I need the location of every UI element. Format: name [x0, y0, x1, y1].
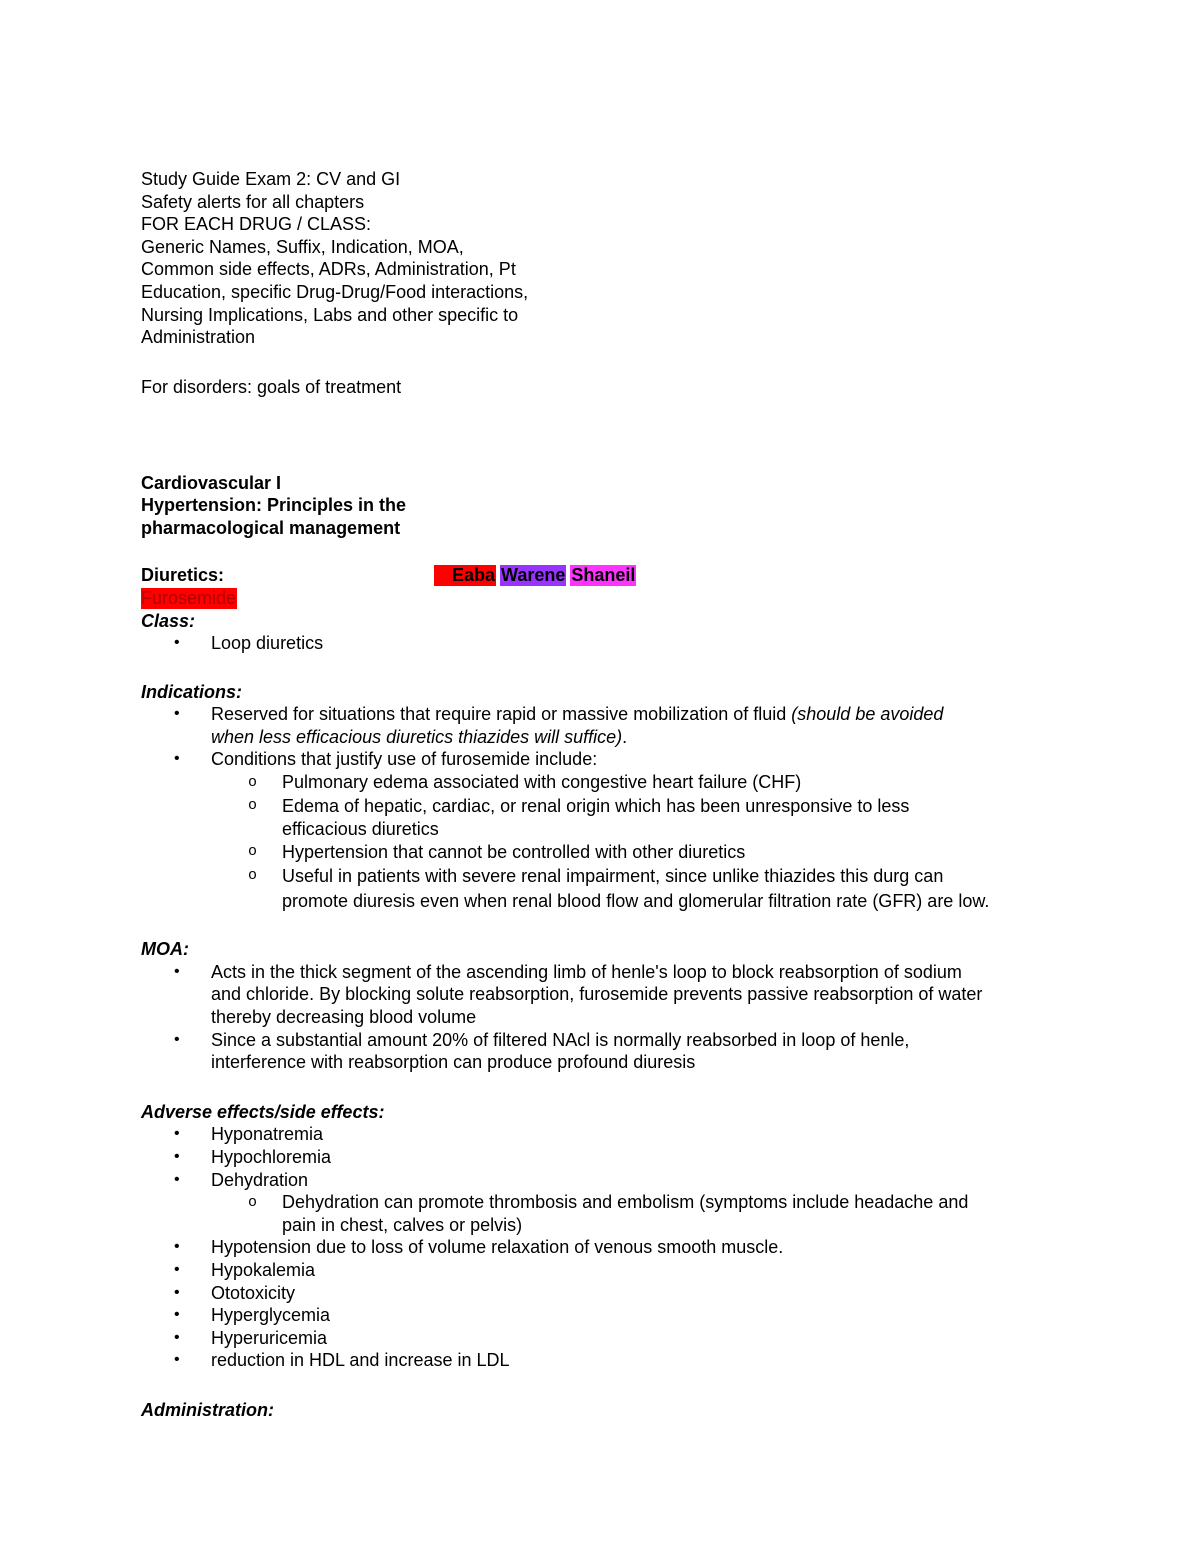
section-title-line: pharmacological management	[141, 517, 401, 538]
circle-bullet-icon: o	[248, 843, 258, 861]
diuretics-label: Diuretics:	[141, 565, 225, 586]
class-list	[141, 632, 1081, 655]
sub-list-item: o Pulmonary edema associated with congestive heart failure (CHF)	[141, 771, 1081, 794]
drug-name: Furosemide	[141, 587, 237, 608]
circle-bullet-icon: o	[248, 796, 258, 814]
indications-sublist	[141, 771, 1081, 914]
circle-bullet-icon: o	[248, 867, 258, 885]
adverse-effects-list	[141, 1123, 1081, 1372]
list-item: • Conditions that justify use of furosemide include: o Pulmonary edema associated with congestive heart failure (CHF) o Edema of hepatic, cardiac, or renal origin which has been unresponsive to less efficacious diuretics o Hypertension that cannot be controlled with other diuretics o Useful in patients with severe renal impairment, since unlike thiazides this durg can promote diuresis even when renal blood flow and glomerular filtration rate (GFR) are low.	[141, 748, 1081, 914]
bullet-icon: •	[174, 1351, 180, 1369]
name-highlight-magenta: Shaneil	[571, 565, 636, 586]
list-item: • Since a substantial amount 20% of filtered NAcl is normally reabsorbed in loop of henle, interference with reabsorption can produce profound diuresis	[174, 1029, 910, 1073]
bullet-icon: •	[174, 1238, 180, 1256]
bullet-icon: •	[174, 1030, 180, 1048]
study-guide-header	[141, 168, 1081, 349]
header-line: Education, specific Drug-Drug/Food interactions,	[141, 281, 529, 302]
header-line: Safety alerts for all chapters	[141, 191, 365, 212]
bullet-icon: •	[174, 1125, 180, 1143]
section-title	[141, 472, 1081, 540]
list-item: • Ototoxicity	[174, 1282, 296, 1303]
indications-heading: Indications:	[141, 681, 243, 702]
moa-heading: MOA:	[141, 939, 189, 960]
student-names	[434, 564, 636, 587]
disorders-note: For disorders: goals of treatment	[141, 376, 402, 397]
header-line: Study Guide Exam 2: CV and GI	[141, 169, 401, 189]
bullet-icon: •	[174, 634, 180, 652]
name-highlight-red: Eaba	[434, 565, 496, 586]
section-title-line: Cardiovascular I	[141, 472, 282, 493]
sub-list-item: o Hypertension that cannot be controlled with other diuretics	[248, 842, 746, 863]
bullet-icon: •	[174, 1260, 180, 1278]
list-item: • Dehydration o Dehydration can promote thrombosis and embolism (symptoms include headache and pain in chest, calves or pelvis)	[141, 1169, 1081, 1237]
adverse-sublist	[141, 1191, 1081, 1236]
header-line: Nursing Implications, Labs and other specific to	[141, 304, 519, 325]
bullet-icon: •	[174, 750, 180, 768]
header-line: Generic Names, Suffix, Indication, MOA,	[141, 236, 464, 257]
bullet-icon: •	[174, 1148, 180, 1165]
list-item: • Hyperglycemia	[174, 1305, 331, 1326]
bullet-icon: •	[174, 1283, 180, 1301]
bullet-icon: •	[174, 1328, 180, 1346]
list-item: • Hypochloremia	[174, 1147, 332, 1167]
document-page	[141, 168, 1081, 1422]
administration-heading: Administration:	[141, 1399, 274, 1420]
header-line: Administration	[141, 327, 256, 348]
class-heading: Class:	[141, 610, 196, 631]
adverse-effects-heading: Adverse effects/side effects:	[141, 1101, 385, 1122]
name-highlight-purple: Warene	[501, 565, 566, 586]
circle-bullet-icon: o	[248, 774, 258, 792]
list-item: • Reserved for situations that require rapid or massive mobilization of fluid (should be avoided when less efficacious diuretics thiazides will suffice).	[174, 704, 944, 747]
header-line: FOR EACH DRUG / CLASS:	[141, 214, 372, 235]
section-title-line: Hypertension: Principles in the	[141, 495, 407, 516]
sub-list-item: o Dehydration can promote thrombosis and embolism (symptoms include headache and pain in chest, calves or pelvis)	[248, 1192, 969, 1235]
bullet-icon: •	[174, 705, 180, 723]
header-line: Common side effects, ADRs, Administration, Pt	[141, 259, 516, 280]
list-item: • Hypokalemia	[174, 1259, 316, 1280]
bullet-icon: •	[174, 1170, 180, 1188]
list-item: • reduction in HDL and increase in LDL	[174, 1350, 510, 1371]
list-item: • Loop diuretics	[174, 633, 324, 654]
circle-bullet-icon: o	[248, 1194, 258, 1212]
moa-list	[141, 961, 1081, 1074]
bullet-icon: •	[174, 1306, 180, 1324]
diuretics-row	[141, 564, 1081, 587]
list-item: • Hyperuricemia	[174, 1327, 328, 1348]
list-item: • Hypotension due to loss of volume relaxation of venous smooth muscle.	[174, 1237, 784, 1258]
list-item: • Hyponatremia	[174, 1124, 324, 1145]
list-item: • Acts in the thick segment of the ascending limb of henle's loop to block reabsorption of sodium and chloride. By blocking solute reabsorption, furosemide prevents passive reabsorption of water thereby decreasing blood volume	[174, 961, 983, 1028]
sub-list-item: o Useful in patients with severe renal impairment, since unlike thiazides this durg can promote diuresis even when renal blood flow and glomerular filtration rate (GFR) are low.	[248, 866, 990, 912]
sub-list-item: o Edema of hepatic, cardiac, or renal origin which has been unresponsive to less efficacious diuretics	[248, 795, 910, 839]
indications-list	[141, 703, 1081, 914]
bullet-icon: •	[174, 962, 180, 980]
